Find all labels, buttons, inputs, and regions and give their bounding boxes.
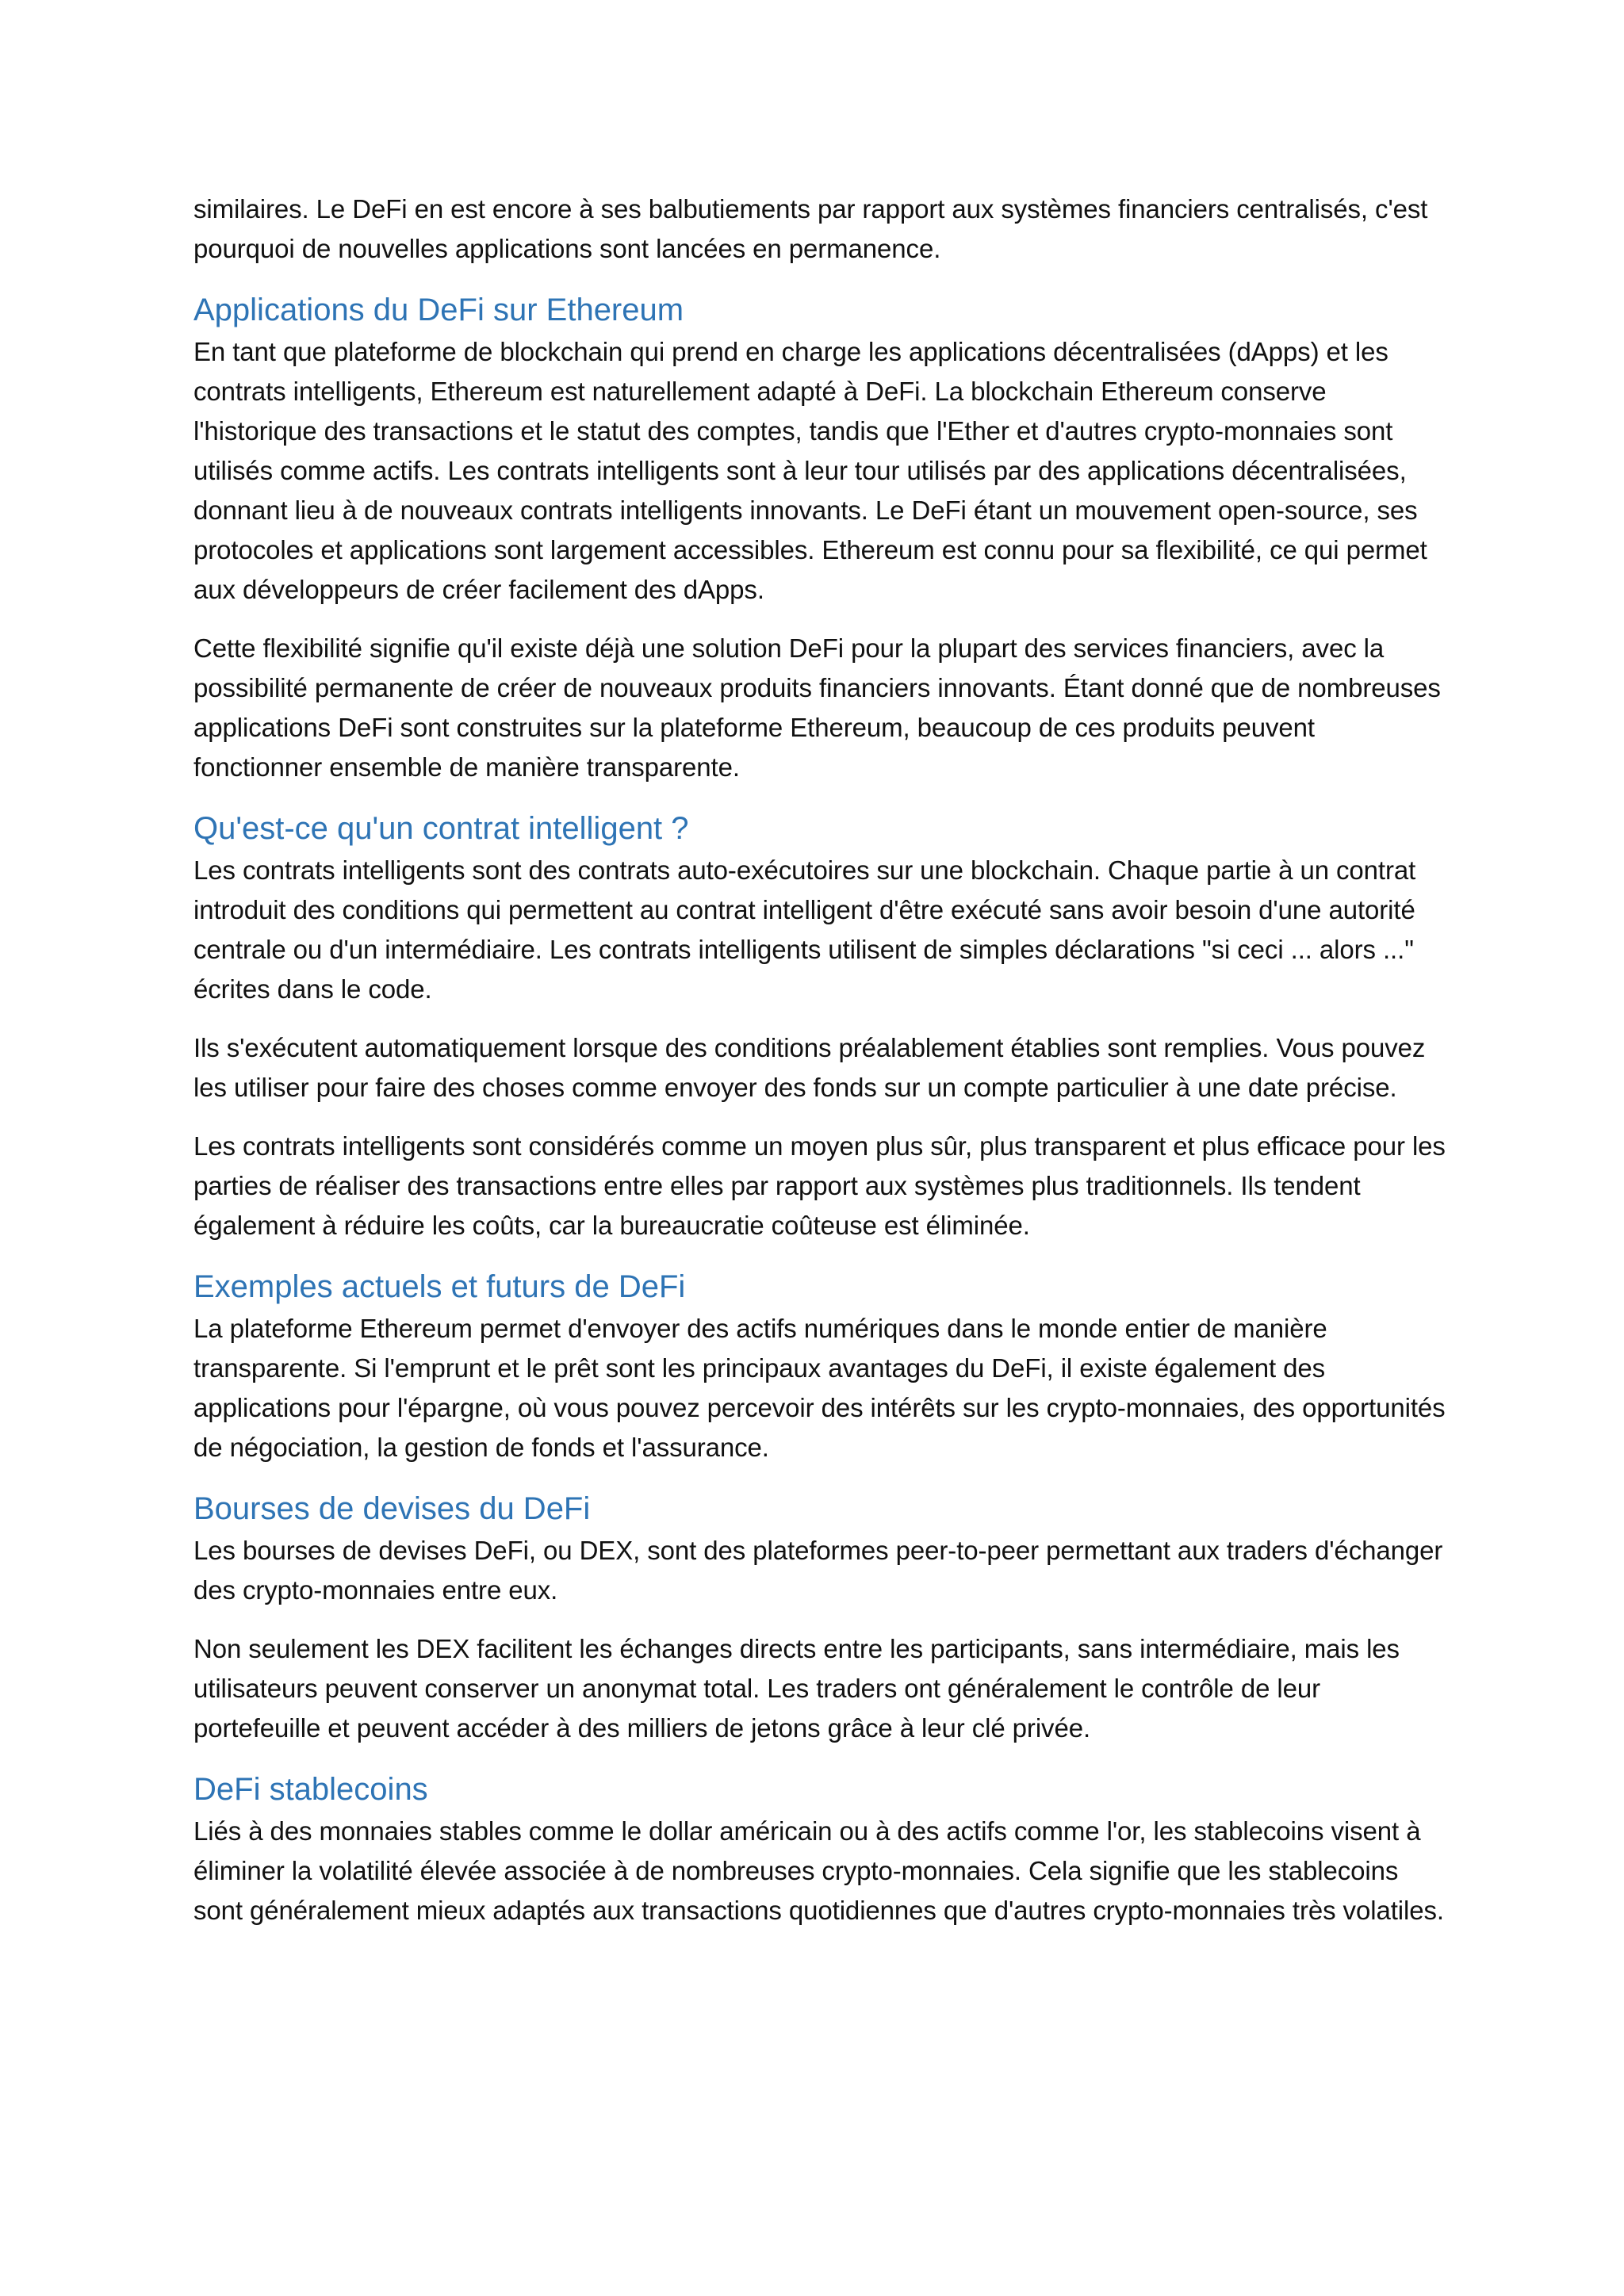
paragraph: Ils s'exécutent automatiquement lorsque des conditions préalablement établies sont remplies. Vous pouvez les utiliser pour faire des choses comme envoyer des fonds sur un compte particulier à une date précise. xyxy=(193,1033,1426,1102)
section-defi-stablecoins xyxy=(193,1767,1446,1931)
section-heading: Applications du DeFi sur Ethereum xyxy=(193,293,684,327)
paragraph: Les bourses de devises DeFi, ou DEX, sont des plateformes peer-to-peer permettant aux traders d'échanger des crypto-monnaies entre eux. xyxy=(193,1536,1443,1605)
intro-paragraph: similaires. Le DeFi en est encore à ses balbutiements par rapport aux systèmes financiers centralisés, c'est pourquoi de nouvelles applications sont lancées en permanence. xyxy=(193,194,1428,263)
section-defi-examples xyxy=(193,1265,1446,1468)
document-body xyxy=(193,189,1446,1950)
paragraph: La plateforme Ethereum permet d'envoyer des actifs numériques dans le monde entier de manière transparente. Si l'emprunt et le prêt sont les principaux avantages du DeFi, il existe également des applications pour l'épargne, où vous pouvez percevoir des intérêts sur les crypto-monnaies, des opportunités de négociation, la gestion de fonds et l'assurance. xyxy=(193,1314,1446,1462)
section-defi-applications-ethereum xyxy=(193,288,1446,787)
paragraph: Non seulement les DEX facilitent les échanges directs entre les participants, sans intermédiaire, mais les utilisateurs peuvent conserver un anonymat total. Les traders ont généralement le contrôle de leur portefeuille et peuvent accéder à des milliers de jetons grâce à leur clé privée. xyxy=(193,1634,1400,1743)
paragraph: Cette flexibilité signifie qu'il existe déjà une solution DeFi pour la plupart des services financiers, avec la possibilité permanente de créer de nouveaux produits financiers innovants. Étant donné que de nombreuses applications DeFi sont construites sur la plateforme Ethereum, beaucoup de ces produits peuvent fonctionner ensemble de manière transparente. xyxy=(193,633,1441,782)
section-heading: Bourses de devises du DeFi xyxy=(193,1491,591,1526)
paragraph: En tant que plateforme de blockchain qui prend en charge les applications décentralisées (dApps) et les contrats intelligents, Ethereum est naturellement adapté à DeFi. La blockchain Ethereum conserve l'historique des transactions et le statut des comptes, tandis que l'Ether et d'autres crypto-monnaies sont utilisés comme actifs. Les contrats intelligents sont à leur tour utilisés par des applications décentralisées, donnant lieu à de nouveaux contrats intelligents innovants. Le DeFi étant un mouvement open-source, ses protocoles et applications sont largement accessibles. Ethereum est connu pour sa flexibilité, ce qui permet aux développeurs de créer facilement des dApps. xyxy=(193,337,1427,604)
section-smart-contract xyxy=(193,806,1446,1246)
paragraph: Liés à des monnaies stables comme le dollar américain ou à des actifs comme l'or, les stablecoins visent à éliminer la volatilité élevée associée à de nombreuses crypto-monnaies. Cela signifie que les stablecoins sont généralement mieux adaptés aux transactions quotidiennes que d'autres crypto-monnaies très volatiles. xyxy=(193,1816,1444,1925)
paragraph: Les contrats intelligents sont considérés comme un moyen plus sûr, plus transparent et plus efficace pour les parties de réaliser des transactions entre elles par rapport aux systèmes plus traditionnels. Ils tendent également à réduire les coûts, car la bureaucratie coûteuse est éliminée. xyxy=(193,1131,1446,1240)
section-defi-exchanges xyxy=(193,1487,1446,1748)
paragraph: Les contrats intelligents sont des contrats auto-exécutoires sur une blockchain. Chaque partie à un contrat introduit des conditions qui permettent au contrat intelligent d'être exécuté sans avoir besoin d'une autorité centrale ou d'un intermédiaire. Les contrats intelligents utilisent de simples déclarations "si ceci ... alors ..." écrites dans le code. xyxy=(193,855,1416,1004)
section-heading: Exemples actuels et futurs de DeFi xyxy=(193,1269,686,1304)
section-heading: DeFi stablecoins xyxy=(193,1772,428,1807)
section-heading: Qu'est-ce qu'un contrat intelligent ? xyxy=(193,811,689,846)
